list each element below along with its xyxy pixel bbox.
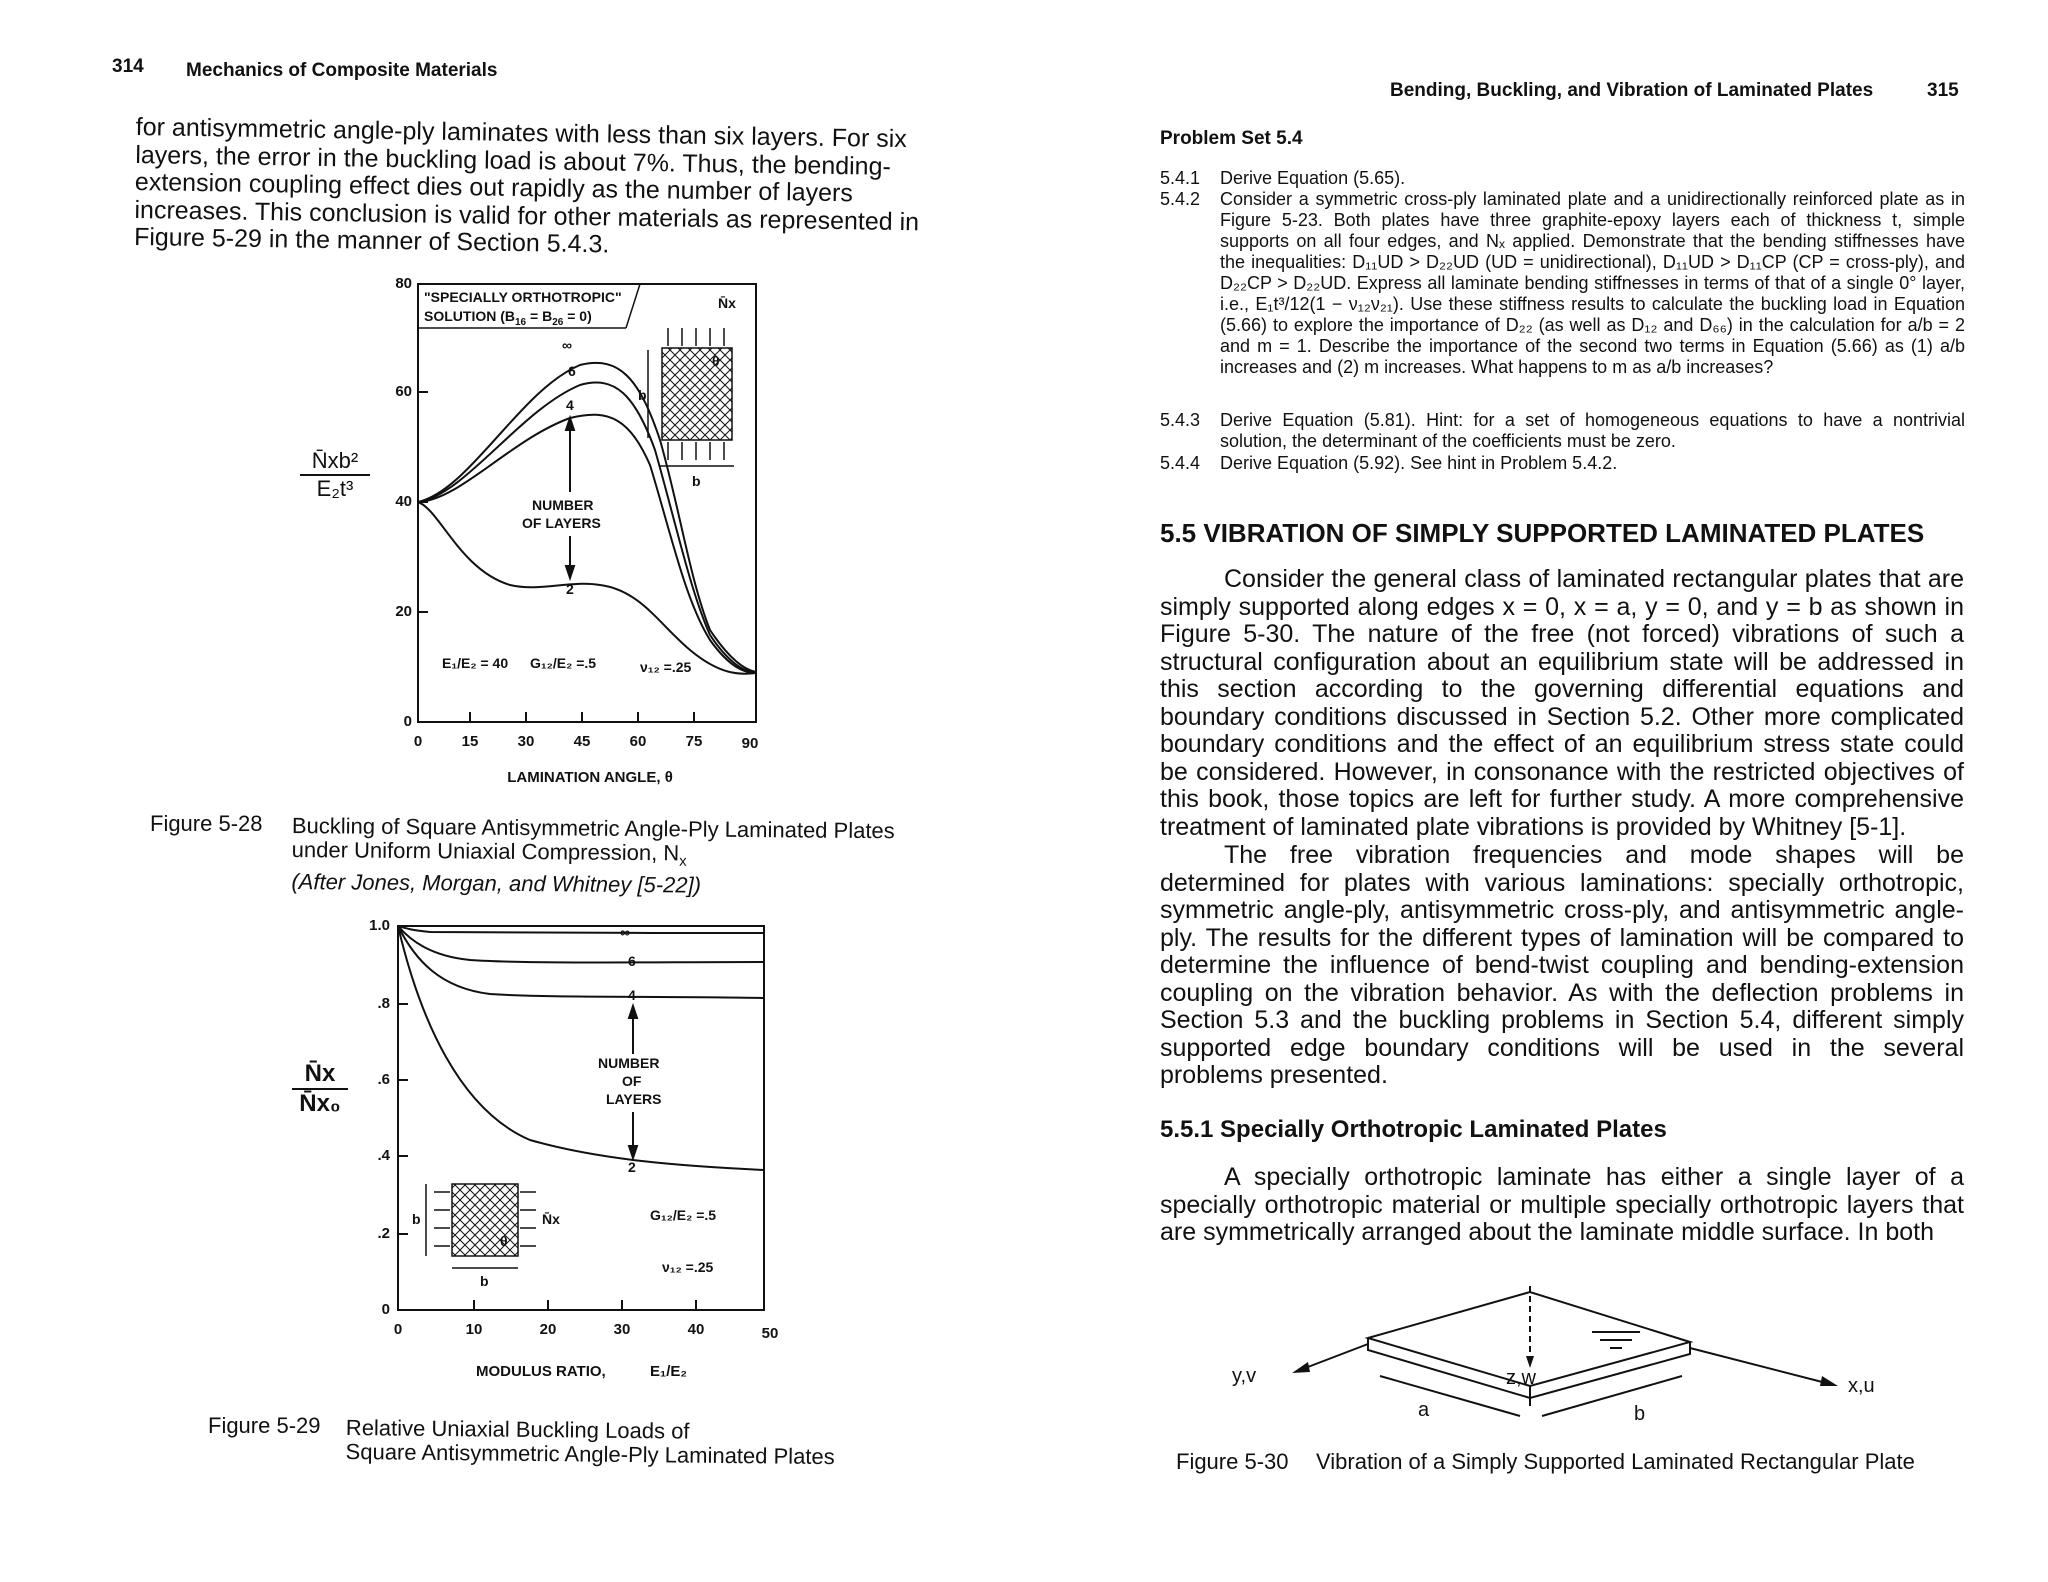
- problem-text: Derive Equation (5.81). Hint: for a set of homogeneous equations to have a nontrivial solution, the determinant of the coefficients must be zero.: [1220, 410, 1965, 451]
- y-tick-label: 0: [403, 713, 412, 730]
- right-running-head: Bending, Buckling, and Vibration of Laminated Plates: [1390, 80, 1874, 101]
- caption-line: under Uniform Uniaxial Compression, $N_x$: [291, 836, 687, 870]
- left-running-head: Mechanics of Composite Materials: [186, 60, 498, 81]
- problem-text: Consider a symmetric cross-ply laminated plate and a unidirectionally reinforced plate as in Figure 5-23. Both plates have three graphite-epoxy layers each of thickness t, simple supports on all four edges, and Nₓ applied. Demonstrate that the bending stiffnesses have the inequalities: D₁₁UD > D₂₂UD (UD = unidirectional), D₁₁UD > D₁₁CP (CP = cross-ply), and D₂₂CP > D₂₂UD. Express all laminate bending stiffnesses in terms of that of a single 0° layer, i.e., E₁t³/12(1 − ν₁₂ν₂₁). Use these stiffness results to calculate the buckling load in Equation (5.66) to explore the importance of D₂₂ (as well as D₁₂ and D₆₆) in the calculation for a/b = 2 and m = 1. Describe the importance of the second two terms in Equation (5.66) as (1) a/b increases and (2) m increases. What happens to m as a/b increases?: [1220, 189, 1965, 377]
- annotation-line1: NUMBER: [532, 497, 594, 513]
- x-tick-label: 30: [613, 1321, 631, 1338]
- annotation-line2: OF: [622, 1073, 642, 1089]
- inset-theta: θ: [500, 1233, 508, 1249]
- y-tick-label: .8: [377, 995, 390, 1012]
- y-tick-label: 0: [381, 1301, 390, 1318]
- right-page-number: 315: [1927, 80, 1959, 101]
- box-title-line2: SOLUTION $(B_{16} = B_{26} = 0)$: [424, 308, 592, 328]
- caption-citation: (After Jones, Morgan, and Whitney [5-22]): [291, 869, 702, 898]
- y-label-numerator: N̄xb²: [300, 448, 370, 476]
- problem-text: Derive Equation (5.65).: [1220, 168, 1406, 188]
- y-tick-label: 40: [395, 493, 412, 510]
- curve-label: ∞: [620, 924, 630, 940]
- problem-item: [1160, 453, 1965, 475]
- curve-label: 4: [628, 987, 636, 1003]
- section-title: 5.5 VIBRATION OF SIMPLY SUPPORTED LAMINATED PLATES: [1160, 518, 1925, 548]
- curve-label: 6: [568, 363, 576, 379]
- prop-e-ratio: E₁/E₂ = 40: [442, 655, 509, 671]
- x-tick-label: 50: [761, 1325, 779, 1342]
- y-tick-label: .2: [377, 1225, 390, 1242]
- problem-number: 5.4.2: [1160, 189, 1201, 209]
- y-tick-label: .4: [377, 1147, 390, 1164]
- x-axis-label-fraction: E₁/E₂: [650, 1363, 688, 1380]
- x-tick-label: 90: [741, 735, 759, 752]
- section-paragraph-1: Consider the general class of laminated rectangular plates that are simply supported along edges x = 0, x = a, y = 0, and y = b as shown in Figure 5-30. The nature of the free (not forced) vibrations of such a structural configuration about an equilibrium state will be addressed in this section according to the governing differential equations and boundary conditions discussed in Section 5.2. Other more complicated boundary conditions and the effect of an equilibrium stress state could be considered. However, in consonance with the restricted objectives of this book, those topics are left for further study. A more comprehensive treatment of laminated plate vibrations is provided by Whitney [5-1].: [1160, 565, 1964, 841]
- subsection-title: 5.5.1 Specially Orthotropic Laminated Plates: [1160, 1116, 1667, 1143]
- curve-label: 2: [566, 581, 574, 597]
- figure-5-30: [1230, 1280, 1910, 1470]
- y-label-numerator: N̄x: [292, 1060, 348, 1090]
- x-tick-label: 15: [461, 733, 479, 750]
- x-tick-label: 20: [539, 1321, 557, 1338]
- figure-5-28: [300, 275, 780, 790]
- figure-5-28-caption: [291, 814, 992, 900]
- inset-plate: [638, 328, 734, 489]
- problem-number: 5.4.1: [1160, 168, 1201, 188]
- caption-line: Square Antisymmetric Angle-Ply Laminated Plates: [345, 1438, 835, 1470]
- y-label-denominator: E₂t³: [316, 476, 354, 501]
- y-tick-label: 20: [395, 603, 412, 620]
- prop-g-ratio: G₁₂/E₂ =.5: [530, 655, 597, 671]
- left-page-number: 314: [112, 56, 144, 77]
- annotation-line3: LAYERS: [606, 1091, 662, 1107]
- curve-label: ∞: [562, 337, 572, 353]
- problem-item: [1160, 168, 1965, 190]
- box-title-line1: "SPECIALLY ORTHOTROPIC": [424, 289, 622, 305]
- problem-text: Derive Equation (5.92). See hint in Problem 5.4.2.: [1220, 453, 1618, 473]
- problem-set-title: Problem Set 5.4: [1160, 128, 1303, 149]
- y-label-denominator: N̄x₀: [299, 1090, 341, 1117]
- annotation-line1: NUMBER: [598, 1055, 660, 1071]
- axis-x-label: x,u: [1848, 1375, 1875, 1397]
- inset-plate: [412, 1184, 560, 1289]
- x-tick-label: 0: [413, 733, 423, 750]
- figure-5-30-caption: Vibration of a Simply Supported Laminated Rectangular Plate: [1316, 1449, 1915, 1474]
- y-axis-label: [292, 1060, 348, 1118]
- prop-nu: ν₁₂ =.25: [640, 659, 692, 675]
- x-tick-label: 75: [685, 733, 703, 750]
- annotation-line2: OF LAYERS: [522, 515, 601, 531]
- figure-5-30-label: Figure 5-30: [1176, 1449, 1289, 1474]
- inset-b-bottom: b: [692, 473, 701, 489]
- y-tick-label: 80: [395, 275, 412, 292]
- curve-infinity: [398, 926, 764, 933]
- caption-line: Buckling of Square Antisymmetric Angle-Ply Laminated Plates: [291, 813, 895, 844]
- x-axis-label: MODULUS RATIO,: [476, 1363, 606, 1380]
- x-tick-label: 30: [517, 733, 535, 750]
- inset-b-left: b: [412, 1211, 421, 1227]
- left-paragraph: for antisymmetric angle-ply laminates with less than six layers. For six layers, the error in the buckling load is about 7%. Thus, the bending-extension coupling effect dies out rapidly as the number of layers increases. This conclusion is valid for other materials as represented in Figure 5-29 in the manner of Section 5.4.3.: [133, 113, 920, 259]
- y-tick-label: .6: [377, 1071, 390, 1088]
- prop-g-ratio: G₁₂/E₂ =.5: [650, 1207, 717, 1223]
- axis-z-label: z,w: [1506, 1367, 1536, 1389]
- figure-5-29-caption: [345, 1416, 835, 1469]
- curve-label: 6: [628, 953, 636, 969]
- curve-4: [418, 415, 756, 673]
- inset-b-left: b: [638, 387, 647, 403]
- figure-5-29: [350, 917, 790, 1380]
- curve-label: 4: [566, 397, 574, 413]
- legend-nx-label: N̄x: [718, 295, 736, 311]
- axis-y-label: y,v: [1232, 1365, 1257, 1387]
- inset-nx: N̄x: [542, 1211, 560, 1227]
- x-axis-label: LAMINATION ANGLE, θ: [507, 769, 673, 786]
- x-tick-label: 45: [573, 733, 591, 750]
- x-tick-label: 40: [687, 1321, 705, 1338]
- x-tick-label: 0: [393, 1321, 403, 1338]
- problem-number: 5.4.4: [1160, 453, 1201, 473]
- inset-b-bottom: b: [480, 1273, 489, 1289]
- caption-line: Relative Uniaxial Buckling Loads of: [345, 1415, 690, 1444]
- section-paragraph-2: The free vibration frequencies and mode shapes will be determined for plates with various laminations: specially orthotropic, symmetric angle-ply, antisymmetric cross-ply, and antisymmetric angle-ply. The results for the different types of lamination will be compared to determine the influence of bend-twist coupling and bending-extension coupling on the vibration behavior. As with the deflection problems in Section 5.3 and the buckling problems in Section 5.4, different simply supported edge boundary conditions will be used in the several problems presented.: [1160, 841, 1964, 1089]
- prop-nu: ν₁₂ =.25: [662, 1259, 714, 1275]
- x-tick-label: 10: [465, 1321, 483, 1338]
- figure-5-28-label: Figure 5-28: [150, 811, 263, 836]
- problem-item: [1160, 410, 1965, 454]
- y-tick-label: 60: [395, 383, 412, 400]
- dimension-b-label: b: [1634, 1403, 1646, 1425]
- x-tick-label: 60: [629, 733, 647, 750]
- dimension-a-label: a: [1418, 1399, 1430, 1421]
- problem-number: 5.4.3: [1160, 410, 1201, 430]
- figure-5-29-label: Figure 5-29: [208, 1413, 321, 1438]
- y-axis-label: [300, 448, 370, 502]
- problem-item: [1160, 189, 1965, 409]
- subsection-paragraph: A specially orthotropic laminate has either a single layer of a specially orthotropic material or multiple specially orthotropic layers that are symmetrically arranged about the laminate middle surface. In both: [1160, 1163, 1964, 1246]
- y-tick-label: 1.0: [369, 917, 390, 934]
- curve-label: 2: [628, 1159, 636, 1175]
- inset-theta: θ: [712, 353, 720, 369]
